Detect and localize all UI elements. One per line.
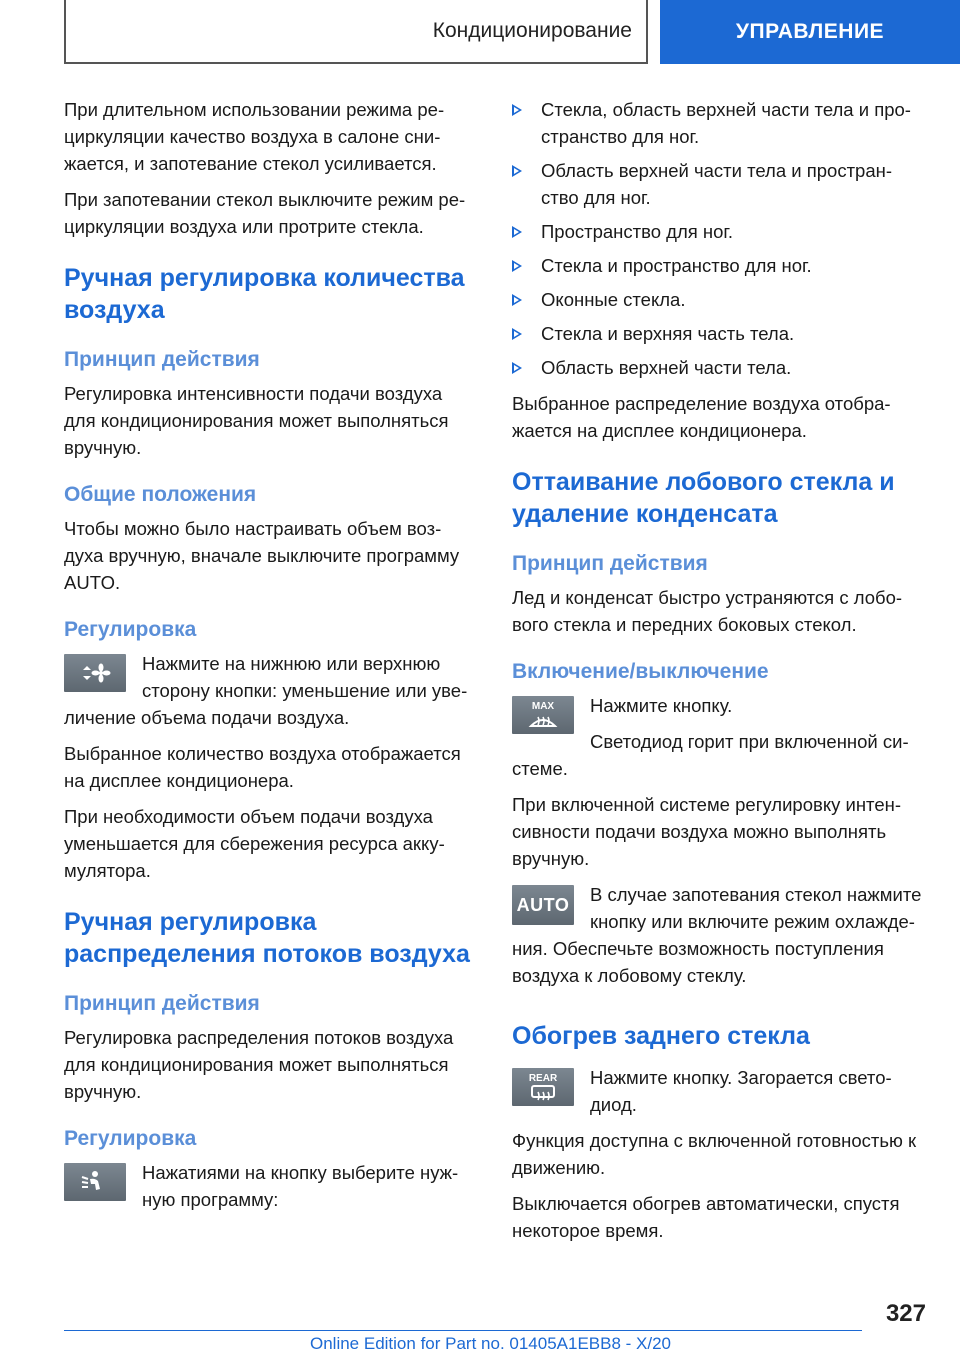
list-item: Стекла и пространство для ног. <box>512 252 928 279</box>
paragraph: Выключается обогрев автоматически, спустя некоторое время. <box>512 1193 900 1241</box>
paragraph: Чтобы можно было настраивать объем воз-духа вручную, вначале выключите программу AUTO. <box>64 518 460 593</box>
button-instruction <box>64 650 478 740</box>
paragraph: В случае запотевания стекол нажмите кнопку или включите режим охлажде-ния. Обеспечьте возможность поступления воздуха к лобовому стеклу. <box>512 884 922 986</box>
heading-air-amount: Ручная регулировка количества воздуха <box>64 264 465 324</box>
subheading-adjust: Регулировка <box>64 618 197 641</box>
paragraph: Выбранное количество воздуха отображается на дисплее кондиционера. <box>64 743 461 791</box>
paragraph: При необходимости объем подачи воздуха уменьшается для сбережения ресурса акку-мулятора. <box>64 806 445 881</box>
paragraph: Нажатиями на кнопку выберите нуж-ную программу: <box>142 1162 459 1210</box>
rear-label: REAR <box>528 1072 558 1084</box>
fan-icon <box>78 661 112 685</box>
header-section <box>64 0 648 64</box>
paragraph: Светодиод горит при включенной си-стеме. <box>512 731 909 779</box>
left-column <box>64 96 478 1222</box>
rear-window-heating-icon <box>528 1084 558 1102</box>
fan-button-image <box>64 654 126 692</box>
max-label: MAX <box>531 700 555 712</box>
auto-label: AUTO <box>516 894 570 915</box>
right-column <box>512 96 928 1253</box>
page-number: 327 <box>885 1300 926 1327</box>
subheading-principle: Принцип действия <box>64 348 260 371</box>
heading-defrost: Оттаивание лобового стекла и удаление конденсата <box>512 468 895 528</box>
paragraph: Регулировка распределения потоков воздуха для кондиционирования может выполняться вручную. <box>64 1027 454 1102</box>
list-item: Область верхней части тела и простран-ство для ног. <box>512 157 928 211</box>
max-defrost-button-image <box>512 696 574 734</box>
triangle-bullet-icon <box>512 362 522 374</box>
paragraph: Функция доступна с включенной готовностью к движению. <box>512 1130 917 1178</box>
paragraph: Нажмите кнопку. <box>590 695 733 716</box>
paragraph: Нажмите на нижнюю или верхнюю сторону кнопки: уменьшение или уве-личение объема подачи воздуха. <box>64 653 468 728</box>
triangle-bullet-icon <box>512 226 522 238</box>
windshield-defrost-icon <box>528 712 558 730</box>
paragraph: При включенной системе регулировку интен-сивности подачи воздуха можно выполнять вручную. <box>512 794 901 869</box>
air-distribution-button-image <box>64 1163 126 1201</box>
footer-edition: Online Edition for Part no. 01405A1EBB8 - X/20 <box>310 1334 672 1353</box>
triangle-bullet-icon <box>512 294 522 306</box>
subheading-principle: Принцип действия <box>64 992 260 1015</box>
air-distribution-icon <box>78 1169 112 1195</box>
list-item: Область верхней части тела. <box>512 354 928 381</box>
footer-divider <box>64 1330 862 1331</box>
heading-air-distribution: Ручная регулировка распределения потоков воздуха <box>64 908 470 968</box>
subheading-general: Общие положения <box>64 483 257 506</box>
paragraph: Нажмите кнопку. Загорается свето-диод. <box>590 1067 892 1115</box>
paragraph: Регулировка интенсивности подачи воздуха для кондиционирования может выполняться вручную. <box>64 383 449 458</box>
list-item: Стекла и верхняя часть тела. <box>512 320 928 347</box>
list-item: Стекла, область верхней части тела и про-странство для ног. <box>512 96 928 150</box>
header-chapter <box>660 0 960 64</box>
paragraph: При запотевании стекол выключите режим ре-циркуляции воздуха или протрите стекла. <box>64 189 466 237</box>
triangle-bullet-icon <box>512 165 522 177</box>
auto-button-image <box>512 885 574 925</box>
header-section-title: Кондиционирование <box>432 19 632 42</box>
subheading-principle: Принцип действия <box>512 552 708 575</box>
button-instruction <box>512 881 928 998</box>
triangle-bullet-icon <box>512 328 522 340</box>
program-list <box>512 96 928 381</box>
paragraph: Выбранное распределение воздуха отобра-жается на дисплее кондиционера. <box>512 393 891 441</box>
heading-rear-window-heating: Обогрев заднего стекла <box>512 1022 810 1050</box>
subheading-on-off: Включение/выключение <box>512 660 769 683</box>
button-instruction <box>64 1159 478 1222</box>
rear-defrost-button-image <box>512 1068 574 1106</box>
paragraph: При длительном использовании режима ре-циркуляции качество воздуха в салоне сни-жается, и запотевание стекол усиливается. <box>64 99 445 174</box>
subheading-adjust: Регулировка <box>64 1127 197 1150</box>
button-instruction <box>512 692 928 791</box>
button-instruction <box>512 1064 928 1127</box>
paragraph: Лед и конденсат быстро устраняются с лобо-вого стекла и передних боковых стекол. <box>512 587 903 635</box>
list-item: Пространство для ног. <box>512 218 928 245</box>
header-chapter-title: УПРАВЛЕНИЕ <box>735 20 885 43</box>
list-item: Оконные стекла. <box>512 286 928 313</box>
triangle-bullet-icon <box>512 104 522 116</box>
triangle-bullet-icon <box>512 260 522 272</box>
